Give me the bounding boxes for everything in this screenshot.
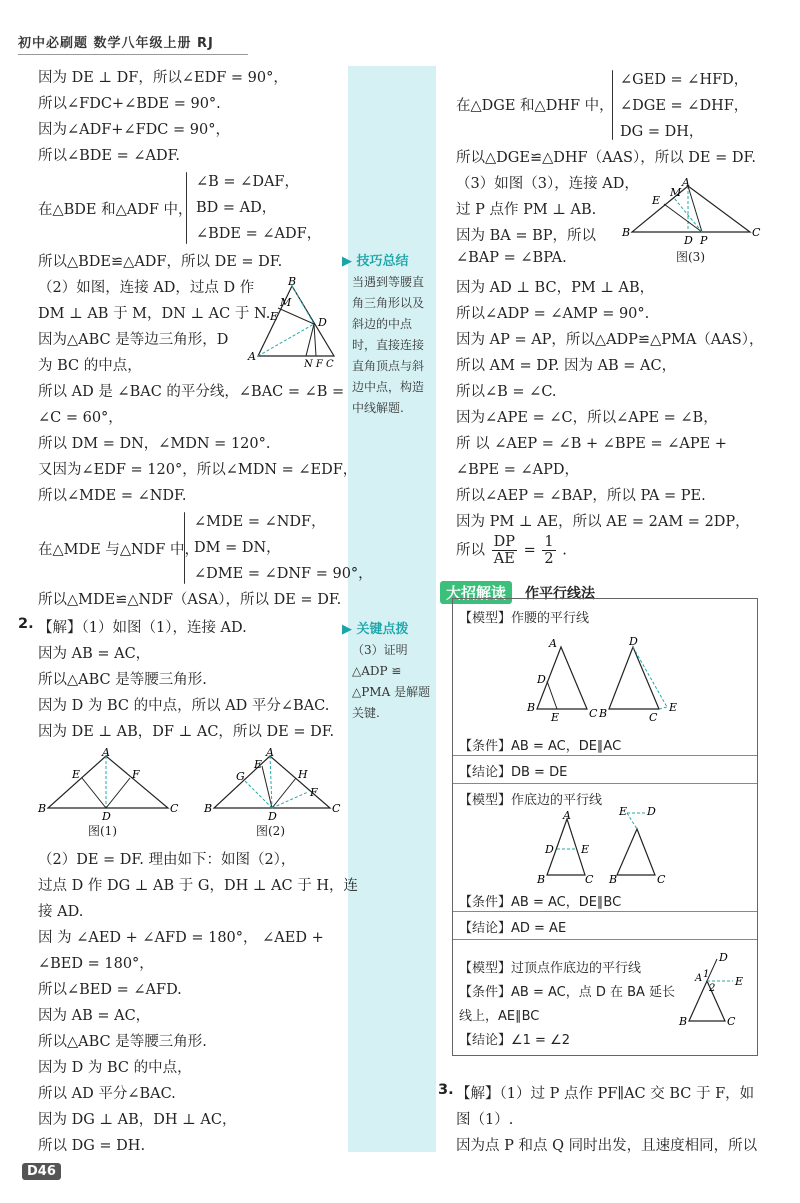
- text-line: 因为 D 为 BC 的中点，: [38, 1060, 192, 1076]
- text-line: 因为 DE ⊥ AB，DF ⊥ AC，所以 DE = DF.: [38, 724, 335, 740]
- dazhao-badge: 大招解读: [440, 581, 512, 604]
- text-line: 因为△ABC 是等边三角形，D: [38, 332, 229, 348]
- text-line: BD = AD，: [196, 200, 277, 216]
- text-line: 因为 D 为 BC 的中点，所以 AD 平分∠BAC.: [38, 698, 330, 714]
- svg-text:C: C: [649, 711, 658, 724]
- text-line: 因为 BA = BP，所以: [456, 228, 597, 244]
- fraction-line: 所以 $\frac{DP}{AE}$ = $\frac{1}{2}$ .: [456, 534, 567, 567]
- figure-equilateral-triangle: [244, 276, 344, 368]
- svg-text:D: D: [684, 234, 693, 247]
- svg-text:C: C: [332, 802, 341, 815]
- svg-text:B: B: [679, 1015, 688, 1028]
- text-line: 【解】（1）如图（1），连接 AD.: [38, 620, 247, 636]
- text-line: 因为∠ADF+∠FDC = 90°，: [38, 122, 230, 138]
- brace: [186, 172, 187, 244]
- text-line: ∠BAP = ∠BPA.: [456, 250, 567, 266]
- text-line: 因为 DG ⊥ AB，DH ⊥ AC，: [38, 1112, 237, 1128]
- text-line: 所以∠AEP = ∠BAP，所以 PA = PE.: [456, 488, 706, 504]
- svg-text:B: B: [204, 802, 213, 815]
- text-line: ∠DME = ∠DNF = 90°，: [194, 566, 373, 582]
- svg-text:M: M: [670, 186, 682, 199]
- text-line: 接 AD.: [38, 904, 84, 920]
- conclusion-label: 【结论】∠1 = ∠2: [459, 1033, 571, 1048]
- svg-text:D: D: [647, 805, 656, 818]
- text-line: 所以∠ADP = ∠AMP = 90°.: [456, 306, 650, 322]
- book-header: 初中必刷题 数学八年级上册 RJ: [18, 36, 214, 51]
- svg-text:2: 2: [709, 983, 716, 994]
- text-line: （2）如图，连接 AD，过点 D 作: [38, 280, 255, 296]
- text-line: ∠B = ∠DAF，: [196, 174, 299, 190]
- text-line: 在△DGE 和△DHF 中，: [456, 98, 614, 114]
- header-rule: [18, 54, 248, 55]
- text-line: 所以△DGE≌△DHF（AAS），所以 DE = DF.: [456, 150, 756, 166]
- text-line: 所以∠MDE = ∠NDF.: [38, 488, 187, 504]
- text-line: 所以△ABC 是等腰三角形.: [38, 1034, 207, 1050]
- svg-text:A: A: [266, 746, 274, 759]
- model3-figure: [679, 951, 757, 1031]
- svg-text:E: E: [619, 805, 628, 818]
- figure-caption: 图(2): [256, 824, 285, 838]
- divider: [453, 783, 757, 784]
- text-line: 所 以 ∠AEP = ∠B + ∠BPE = ∠APE +: [456, 436, 727, 452]
- text-line: ∠BPE = ∠APD，: [456, 462, 580, 478]
- svg-text:B: B: [609, 873, 618, 886]
- svg-text:N F C: N F C: [304, 359, 334, 370]
- svg-text:H: H: [298, 768, 308, 781]
- text-line: 【解】（1）过 P 点作 PF∥AC 交 BC 于 F，如: [456, 1086, 755, 1102]
- text-line: （2）DE = DF. 理由如下：如图（2），: [38, 852, 296, 868]
- svg-text:F: F: [310, 786, 318, 799]
- brace: [184, 512, 185, 584]
- text-line: DM ⊥ AB 于 M，DN ⊥ AC 于 N.: [38, 306, 271, 322]
- text-line: 所以△MDE≌△NDF（ASA），所以 DE = DF.: [38, 592, 342, 608]
- svg-text:A: A: [563, 809, 571, 822]
- svg-text:D: D: [102, 810, 111, 823]
- text-line: ∠C = 60°，: [38, 410, 123, 426]
- svg-text:A: A: [695, 973, 703, 984]
- tip1-body: 当遇到等腰直角三角形以及斜边的中点时，直接连接直角顶点与斜边中点，构造中线解题.: [352, 275, 425, 415]
- condition-label: 【条件】AB = AC，点 D 在 BA 延长: [459, 985, 676, 1000]
- svg-text:E: E: [254, 758, 263, 771]
- tip2-body: （3）证明△ADP ≌ △PMA 是解题关键.: [352, 643, 431, 720]
- svg-text:E: E: [581, 843, 590, 856]
- text-line: 因为 AP = AP，所以△ADP≌△PMA（AAS），: [456, 332, 764, 348]
- model2-figures: [533, 805, 733, 889]
- svg-text:A: A: [682, 176, 690, 189]
- divider: [453, 755, 757, 756]
- svg-text:B: B: [527, 701, 536, 714]
- svg-text:A: A: [102, 746, 110, 759]
- svg-text:M: M: [280, 296, 292, 309]
- text-line: ∠BED = 180°，: [38, 956, 154, 972]
- svg-text:C: C: [752, 226, 761, 239]
- text-line: 因为∠APE = ∠C，所以∠APE = ∠B，: [456, 410, 718, 426]
- text-line: 为 BC 的中点，: [38, 358, 142, 374]
- svg-text:B: B: [38, 802, 47, 815]
- text-line: 所以 AD 是 ∠BAC 的平分线，∠BAC = ∠B =: [38, 384, 345, 400]
- svg-text:D: D: [268, 810, 277, 823]
- svg-text:D: D: [318, 316, 327, 329]
- figure-caption: 图(3): [676, 250, 705, 264]
- svg-text:E: E: [72, 768, 81, 781]
- text-line: ∠BDE = ∠ADF，: [196, 226, 322, 242]
- svg-text:E: E: [735, 975, 744, 988]
- svg-text:D: D: [719, 951, 728, 964]
- text-line: 因 为 ∠AED + ∠AFD = 180°， ∠AED +: [38, 930, 324, 946]
- tip1-title: ▶ 技巧总结: [342, 254, 409, 269]
- text-line: 图（1）.: [456, 1112, 514, 1128]
- fraction: $\frac{DP}{AE}$: [493, 534, 515, 567]
- model-box: [452, 598, 758, 1056]
- text-line: 过点 D 作 DG ⊥ AB 于 G，DH ⊥ AC 于 H，连: [38, 878, 358, 894]
- text-line: 所以 DM = DN，∠MDN = 120°.: [38, 436, 271, 452]
- svg-text:F: F: [132, 768, 140, 781]
- svg-text:B: B: [622, 226, 631, 239]
- text-line: 在△BDE 和△ADF 中，: [38, 202, 193, 218]
- tip2-title: ▶ 关键点拨: [342, 622, 409, 637]
- svg-text:P: P: [700, 234, 708, 247]
- svg-text:E: E: [551, 711, 560, 724]
- figure-caption: 图(1): [88, 824, 117, 838]
- text-line: 又因为∠EDF = 120°，所以∠MDN = ∠EDF，: [38, 462, 358, 478]
- text-line: 所以∠FDC+∠BDE = 90°.: [38, 96, 221, 112]
- text-line: 所以∠BED = ∠AFD.: [38, 982, 182, 998]
- svg-text:C: C: [170, 802, 179, 815]
- svg-text:C: C: [727, 1015, 736, 1028]
- svg-text:E: E: [270, 310, 279, 323]
- condition-label: 线上，AE∥BC: [459, 1009, 540, 1024]
- condition-label: 【条件】AB = AC，DE∥BC: [459, 895, 622, 910]
- text-line: 所以∠BDE = ∠ADF.: [38, 148, 181, 164]
- model1-figures: [527, 635, 733, 727]
- text-line: 因为 DE ⊥ DF，所以∠EDF = 90°，: [38, 70, 288, 86]
- text-line: DG = DH，: [620, 124, 704, 140]
- text-line: 因为 PM ⊥ AE，所以 AE = 2AM = 2DP，: [456, 514, 750, 530]
- conclusion-label: 【结论】AD = AE: [459, 921, 567, 936]
- text-line: 所以∠B = ∠C.: [456, 384, 557, 400]
- svg-text:E: E: [669, 701, 678, 714]
- model-label: 【模型】过顶点作底边的平行线: [459, 961, 642, 976]
- model-label: 【模型】作腰的平行线: [459, 611, 590, 626]
- svg-text:G: G: [236, 770, 245, 783]
- conclusion-label: 【结论】DB = DE: [459, 765, 568, 780]
- svg-text:A: A: [549, 637, 557, 650]
- model-label: 【模型】作底边的平行线: [459, 793, 603, 808]
- text-line: 所以 DG = DH.: [38, 1138, 146, 1154]
- text-line: ∠DGE = ∠DHF，: [620, 98, 749, 114]
- divider: [453, 911, 757, 912]
- svg-text:B: B: [537, 873, 546, 886]
- condition-label: 【条件】AB = AC，DE∥AC: [459, 739, 622, 754]
- svg-text:C: C: [585, 873, 594, 886]
- svg-text:E: E: [652, 194, 661, 207]
- question-number: 2.: [18, 616, 34, 632]
- text-line: 因为 AB = AC，: [38, 1008, 151, 1024]
- text-line: 所以△BDE≌△ADF，所以 DE = DF.: [38, 254, 283, 270]
- svg-text:D: D: [629, 635, 638, 648]
- text-line: DM = DN，: [194, 540, 281, 556]
- text-line: 所以△ABC 是等腰三角形.: [38, 672, 207, 688]
- text-line: 因为点 P 和点 Q 同时出发，且速度相同，所以: [456, 1138, 758, 1154]
- text-line: 因为 AD ⊥ BC，PM ⊥ AB，: [456, 280, 655, 296]
- text-line: 所以 AD 平分∠BAC.: [38, 1086, 176, 1102]
- text-line: 因为 AB = AC，: [38, 646, 151, 662]
- svg-text:B: B: [599, 707, 608, 720]
- svg-text:B: B: [288, 275, 297, 288]
- svg-text:1: 1: [703, 969, 710, 980]
- sidebar-notes: [342, 66, 436, 1152]
- figure-3: [622, 176, 762, 246]
- text-line: 所以 AM = DP. 因为 AB = AC，: [456, 358, 677, 374]
- divider: [453, 939, 757, 940]
- fraction: $\frac{1}{2}$: [544, 534, 554, 567]
- svg-text:D: D: [537, 673, 546, 686]
- figure-1: [36, 748, 186, 822]
- page-number: D46: [22, 1163, 61, 1180]
- text-line: 过 P 点作 PM ⊥ AB.: [456, 202, 597, 218]
- text-line: ∠MDE = ∠NDF，: [194, 514, 326, 530]
- figure-2: [204, 748, 354, 822]
- text-line: （3）如图（3），连接 AD，: [456, 176, 639, 192]
- svg-text:C: C: [657, 873, 666, 886]
- svg-text:A: A: [248, 350, 256, 363]
- text-line: 在△MDE 与△NDF 中，: [38, 542, 199, 558]
- text-line: ∠GED = ∠HFD，: [620, 72, 749, 88]
- question-number: 3.: [438, 1082, 454, 1098]
- dazhao-title: 作平行线法: [525, 586, 595, 602]
- svg-text:C: C: [589, 707, 598, 720]
- svg-text:D: D: [545, 843, 554, 856]
